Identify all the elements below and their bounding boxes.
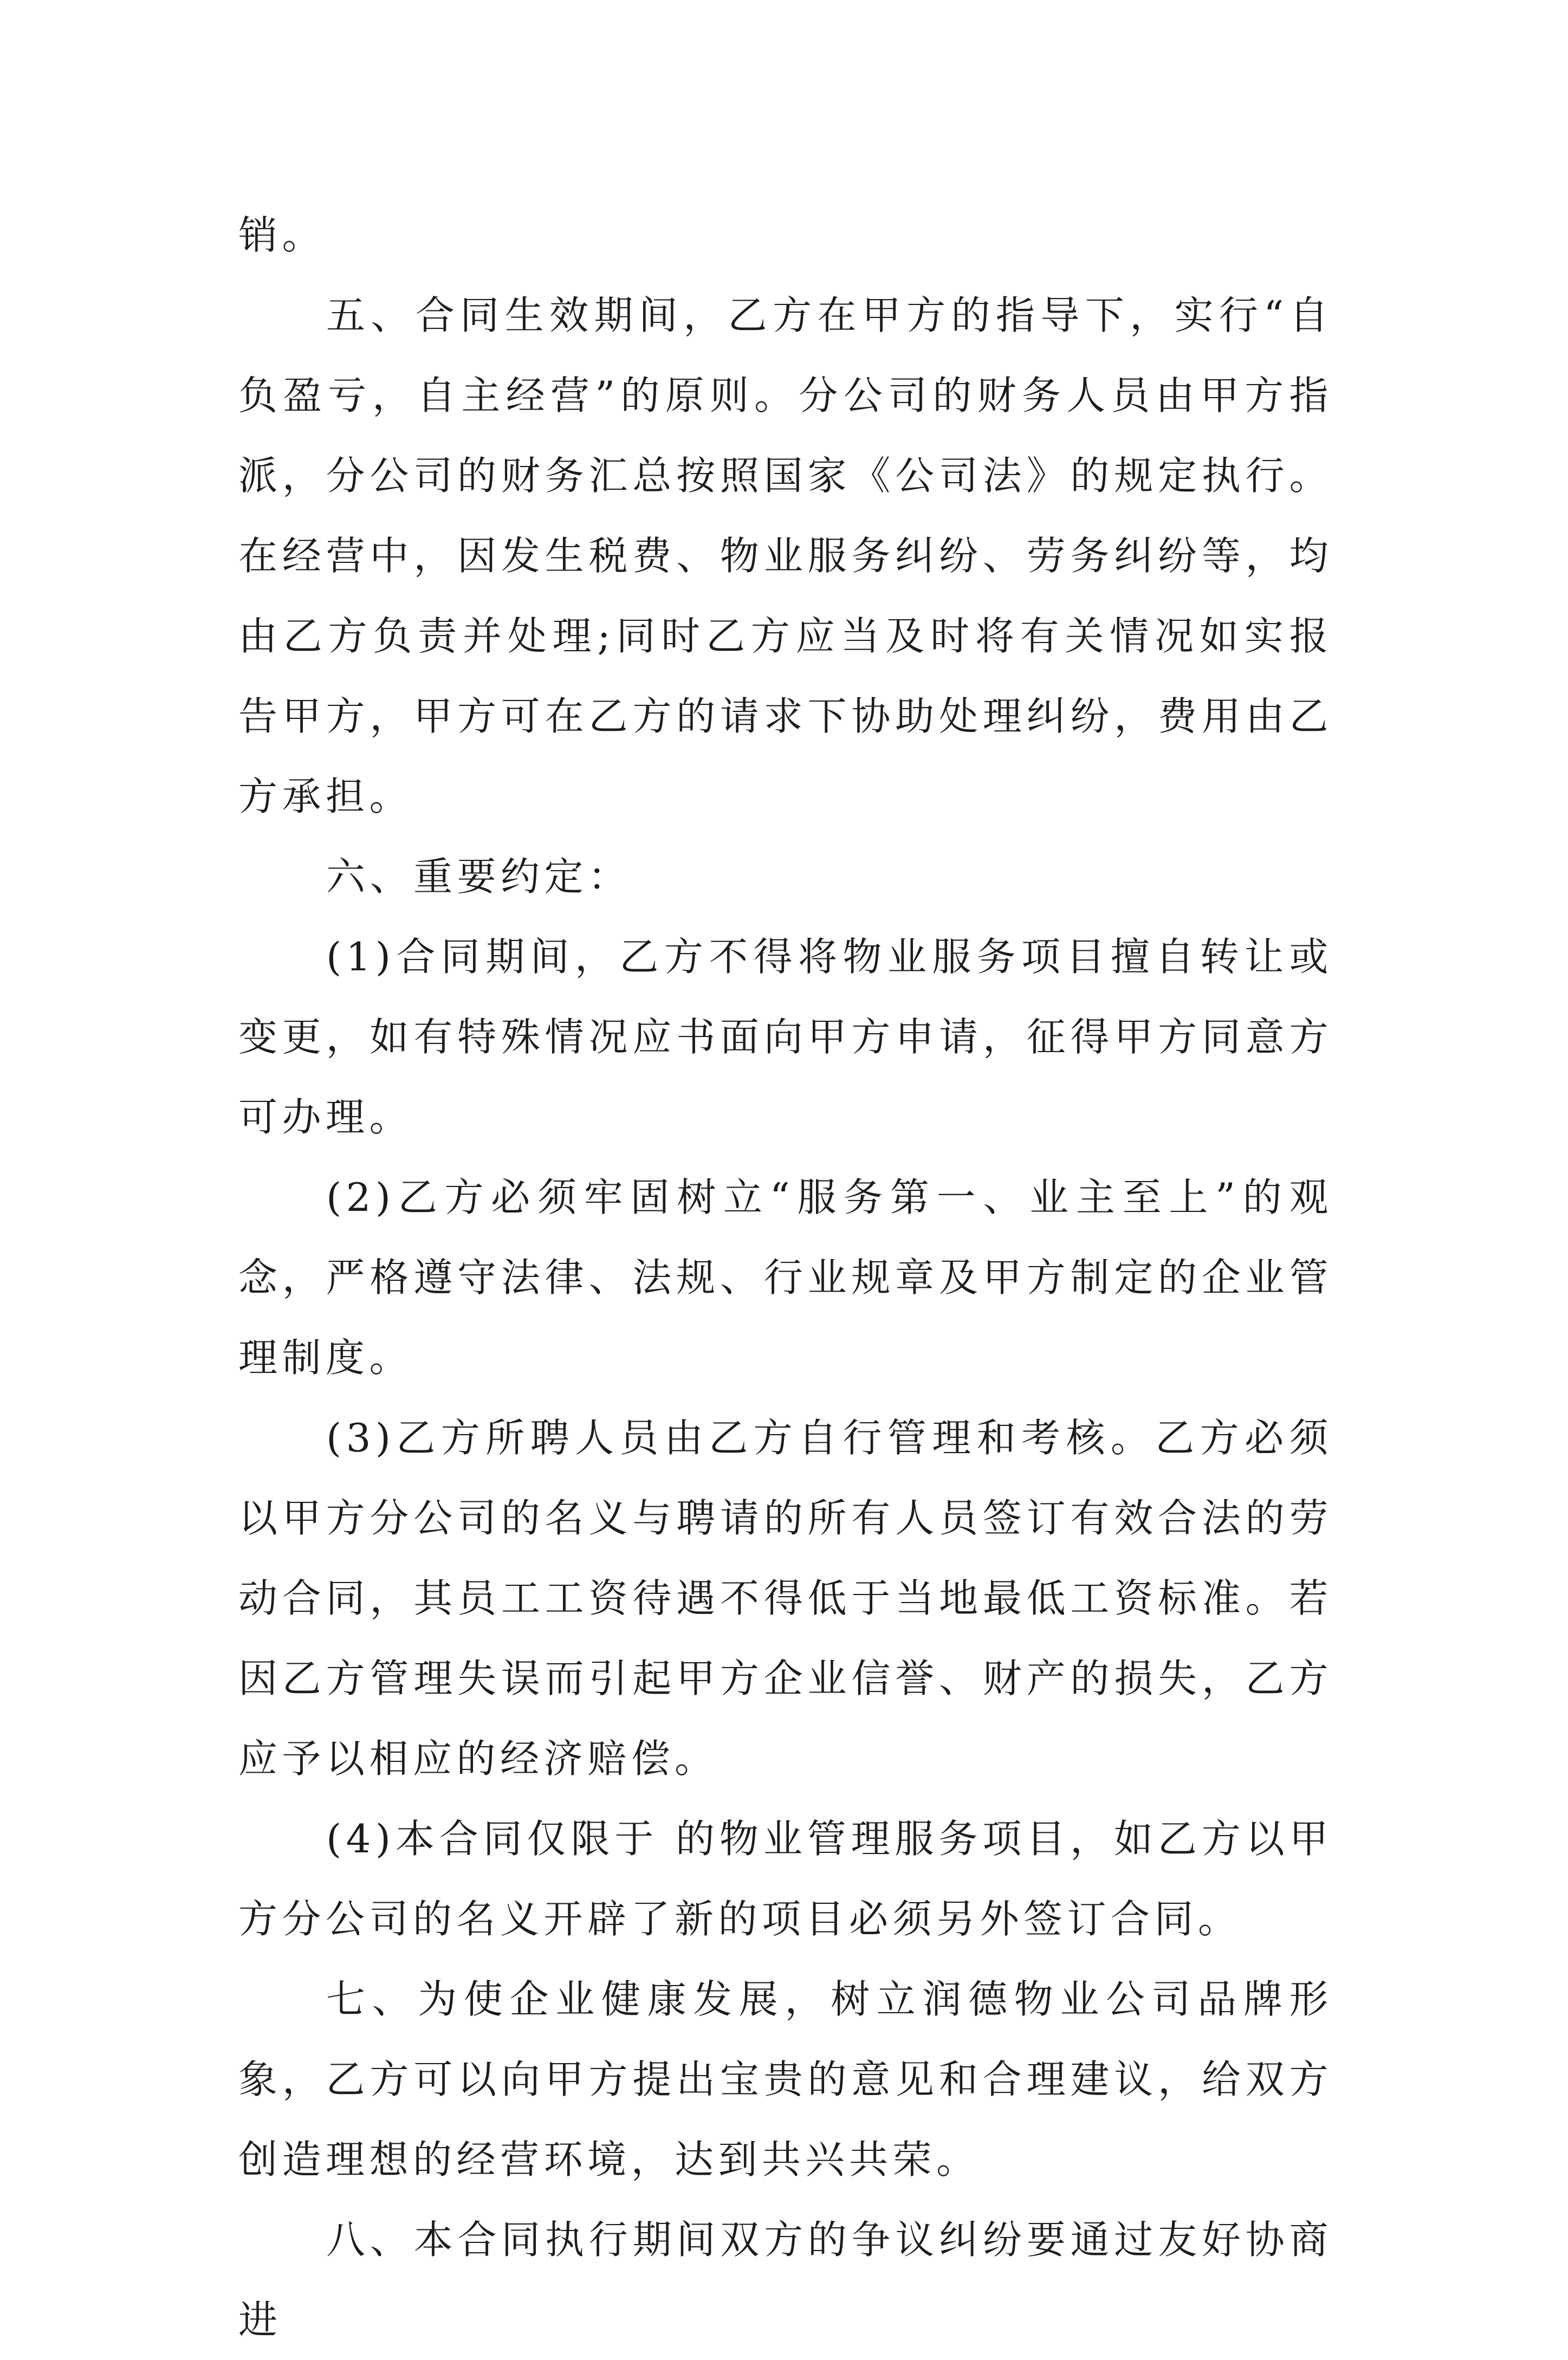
paragraph-clause-8: 八、本合同执行期间双方的争议纠纷要通过友好协商进 bbox=[238, 2217, 1333, 2343]
paragraph-clause-6-item-3: (3)乙方所聘人员由乙方自行管理和考核。乙方必须以甲方分公司的名义与聘请的所有人员签订有效合法的劳动合同，其员工工资待遇不得低于当地最低工资标准。若因乙方管理失误而引起甲方企业信誉、财产的损失，乙方应予以相应的经济赔偿。 bbox=[238, 1415, 1333, 1781]
paragraph-clause-6-item-2: (2)乙方必须牢固树立“服务第一、业主至上”的观念，严格遵守法律、法规、行业规章及甲方制定的企业管理制度。 bbox=[238, 1175, 1333, 1380]
paragraph-clause-5: 五、合同生效期间，乙方在甲方的指导下，实行“自负盈亏，自主经营”的原则。分公司的财务人员由甲方指派，分公司的财务汇总按照国家《公司法》的规定执行。在经营中，因发生税费、物业服务纠纷、劳务纠纷等，均由乙方负责并处理;同时乙方应当及时将有关情况如实报告甲方，甲方可在乙方的请求下协助处理纠纷，费用由乙方承担。 bbox=[238, 293, 1333, 819]
paragraph-clause-6-item-1: (1)合同期间，乙方不得将物业服务项目擅自转让或变更，如有特殊情况应书面向甲方申请，征得甲方同意方可办理。 bbox=[238, 934, 1333, 1140]
paragraph-continuation: 销。 bbox=[238, 212, 326, 258]
paragraph-clause-6-item-4: (4)本合同仅限于 的物业管理服务项目，如乙方以甲方分公司的名义开辟了新的项目必须另外签订合同。 bbox=[238, 1816, 1333, 1942]
document-body bbox=[238, 195, 1333, 2360]
paragraph-clause-7: 七、为使企业健康发展，树立润德物业公司品牌形象，乙方可以向甲方提出宝贵的意见和合理建议，给双方创造理想的经营环境，达到共兴共荣。 bbox=[238, 1976, 1333, 2182]
paragraph-clause-6-heading: 六、重要约定： bbox=[326, 854, 632, 899]
